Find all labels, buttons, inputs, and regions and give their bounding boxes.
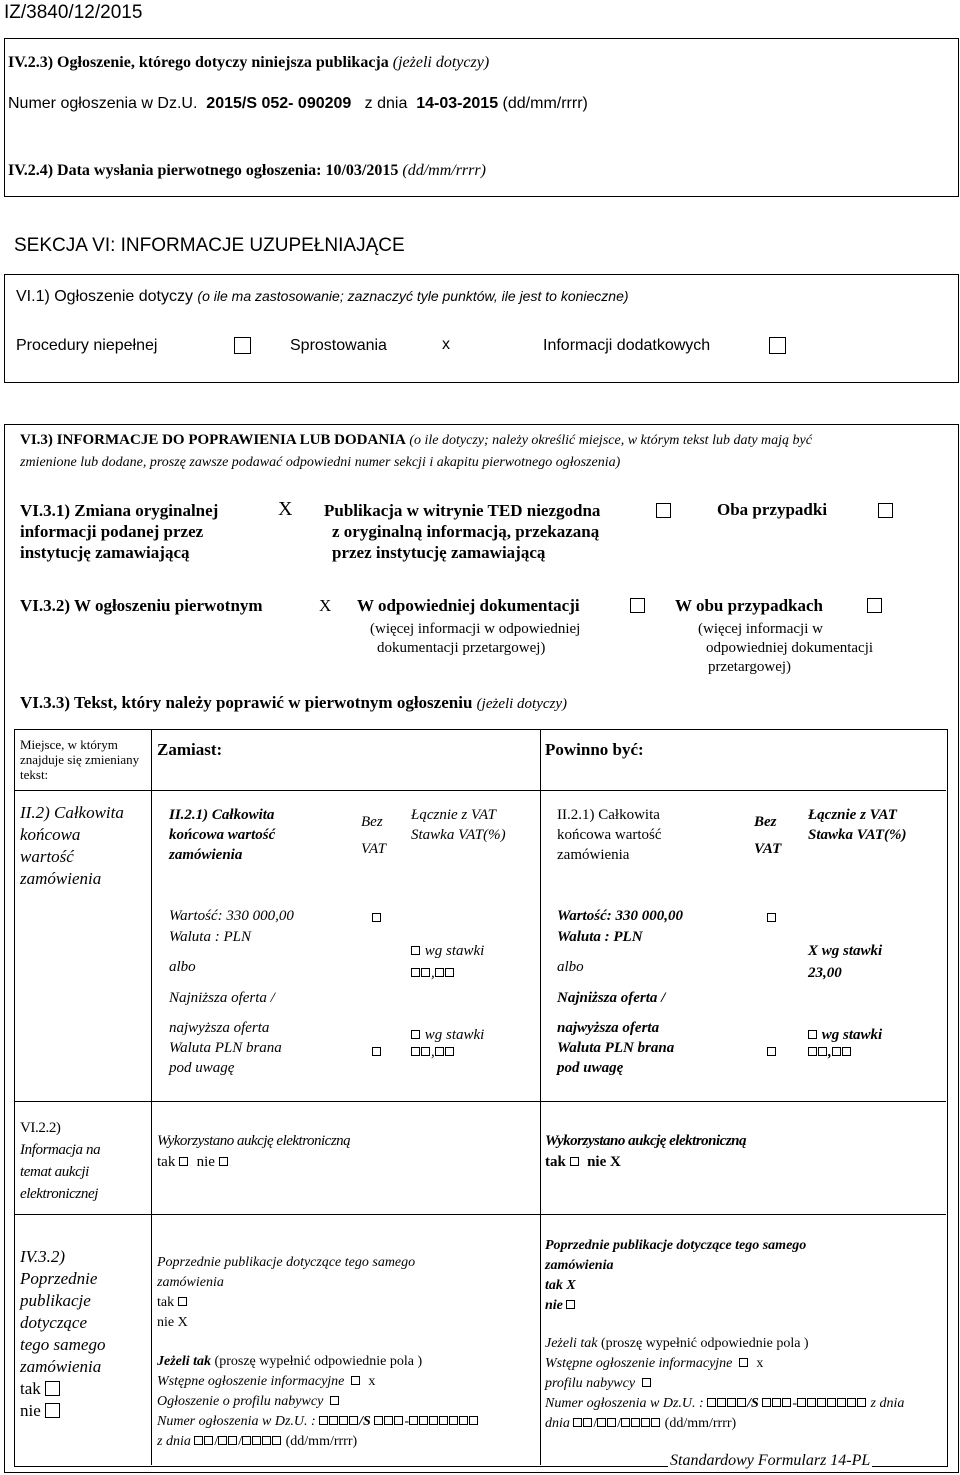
- checkbox-aukcja-tak[interactable]: [179, 1157, 188, 1166]
- vi32-odp-dok: W odpowiedniej dokumentacji: [357, 596, 580, 615]
- vi32-label: VI.3.2) W ogłoszeniu pierwotnym: [20, 596, 263, 615]
- vi1-title: VI.1) Ogłoszenie dotyczy (o ile ma zastosowanie; zaznaczyć tyle punktów, ile jest to konieczne): [16, 288, 629, 305]
- checkbox-procedury[interactable]: [234, 337, 251, 354]
- powinno-stawka-2: wg stawki ,: [808, 1027, 882, 1061]
- iv23-title: IV.2.3) Ogłoszenie, którego dotyczy niniejsza publikacja (jeżeli dotyczy): [8, 54, 490, 71]
- vi32-obu-note: (więcej informacji w odpowiedniej dokumentacji przetargowej): [698, 621, 874, 675]
- powinno-ii21-label: II.2.1) Całkowita końcowa wartość zamówienia: [557, 807, 662, 863]
- zamiast-bez-vat: Bez VAT: [361, 814, 386, 857]
- vi31-mark[interactable]: X: [278, 498, 293, 520]
- vi31-ted: Publikacja w witrynie TED niezgodna z oryginalną informacją, przekazaną przez instytucję zamawiającą: [324, 501, 601, 562]
- vi3-title: VI.3) INFORMACJE DO POPRAWIENIA LUB DODANIA (o ile dotyczy; należy określić miejsce, w którym tekst lub daty mają być: [20, 432, 812, 448]
- powinno-wartosc: Wartość: 330 000,00 Waluta : PLN albo Najniższa oferta /: [557, 908, 683, 1006]
- zamiast-najwyzsza: najwyższa oferta Waluta PLN brana pod uwagę: [169, 1020, 282, 1076]
- zamiast-stawka-1: wg stawki ,: [411, 940, 484, 984]
- zamiast-checkbox-2[interactable]: [372, 1047, 381, 1056]
- powinno-checkbox-1[interactable]: [767, 913, 776, 922]
- vi31-oba: Oba przypadki: [717, 500, 828, 519]
- checkbox-informacji[interactable]: [769, 337, 786, 354]
- zamiast-aukcja-tak-nie: tak nie: [157, 1154, 229, 1171]
- vi32-mark[interactable]: X: [319, 596, 332, 615]
- powinno-aukcja-tak-nie: tak nie X: [545, 1154, 621, 1170]
- vi31-label: VI.3.1) Zmiana oryginalnej informacji podanej przez instytucję zamawiającą: [20, 501, 219, 562]
- table-header-miejsce: Miejsce, w którym znajduje się zmieniany tekst:: [20, 737, 140, 782]
- vi1-opt-procedury: Procedury niepełnej: [16, 337, 158, 354]
- powinno-lacznie: Łącznie z VAT Stawka VAT(%): [808, 807, 907, 843]
- zamiast-jezeli: Jeżeli tak (proszę wypełnić odpowiednie pola ) Wstępne ogłoszenie informacyjne x Ogłoszenie o profilu nabywcy Numer ogłoszenia w Dz.U. : /S - z dnia / / (dd/mm/rrrr): [157, 1352, 479, 1452]
- checkbox-p-aukcja-tak[interactable]: [570, 1157, 579, 1166]
- table-header-powinno: Powinno być:: [545, 740, 644, 759]
- checkbox-odp-dok[interactable]: [630, 598, 645, 613]
- powinno-jezeli: Jeżeli tak (proszę wypełnić odpowiednie pola ) Wstępne ogłoszenie informacyjne x profilu nabywcy Numer ogłoszenia w Dz.U. : /S - z dnia dnia / / (dd/mm/rrrr): [545, 1336, 905, 1431]
- document-id: IZ/3840/12/2015: [4, 2, 143, 23]
- vi32-odp-note: (więcej informacji w odpowiedniej dokumentacji przetargowej): [370, 621, 581, 656]
- table-header-zamiast: Zamiast:: [157, 740, 223, 759]
- checkbox-aukcja-nie[interactable]: [219, 1157, 228, 1166]
- zamiast-checkbox-1[interactable]: [372, 913, 381, 922]
- checkbox-sprostowania-mark[interactable]: x: [442, 336, 450, 353]
- row-iv32-label: IV.3.2) Poprzednie publikacje dotyczące tego samego zamówienia tak nie: [20, 1247, 106, 1420]
- powinno-stawka-1: X wg stawki 23,00: [808, 943, 883, 981]
- powinno-poprzednie: Poprzednie publikacje dotyczące tego samego zamówienia tak X nie: [545, 1238, 807, 1313]
- zamiast-stawka-2: wg stawki ,: [411, 1027, 484, 1061]
- zamiast-wartosc: Wartość: 330 000,00 Waluta : PLN albo Najniższa oferta /: [169, 908, 294, 1006]
- zamiast-poprzednie: Poprzednie publikacje dotyczące tego samego zamówienia tak nie X: [157, 1255, 416, 1330]
- powinno-checkbox-2[interactable]: [767, 1047, 776, 1056]
- section-title: SEKCJA VI: INFORMACJE UZUPEŁNIAJĄCE: [14, 235, 405, 256]
- checkbox-obu[interactable]: [867, 598, 882, 613]
- checkbox-iv32-nie[interactable]: [45, 1403, 60, 1418]
- zamiast-lacznie: Łącznie z VAT Stawka VAT(%): [411, 807, 506, 843]
- vi33-label: VI.3.3) Tekst, który należy poprawić w pierwotnym ogłoszeniu (jeżeli dotyczy): [20, 693, 568, 712]
- vi3-note: zmienione lub dodane, proszę zawsze podawać odpowiedni numer sekcji i akapitu pierwotnego ogłoszenia): [20, 455, 621, 470]
- powinno-najwyzsza: najwyższa oferta Waluta PLN brana pod uwagę: [557, 1020, 675, 1076]
- footer-form-name: Standardowy Formularz 14-PL: [670, 1452, 871, 1469]
- powinno-bez-vat: Bez VAT: [754, 814, 782, 857]
- checkbox-oba[interactable]: [878, 503, 893, 518]
- vi1-opt-sprostowania: Sprostowania: [290, 337, 387, 354]
- checkbox-iv32-tak[interactable]: [45, 1381, 60, 1396]
- zamiast-aukcja: Wykorzystano aukcję elektroniczną: [157, 1133, 351, 1149]
- row-ii2-label: II.2) Całkowita końcowa wartość zamówienia: [20, 803, 124, 888]
- zamiast-ii21-label: II.2.1) Całkowita końcowa wartość zamówienia: [169, 807, 276, 863]
- vi32-obu: W obu przypadkach: [675, 596, 824, 615]
- row-vi22-label: VI.2.2) Informacja na temat aukcji elektronicznej: [20, 1120, 101, 1202]
- powinno-aukcja: Wykorzystano aukcję elektroniczną: [545, 1133, 747, 1149]
- iv24-date-sent: IV.2.4) Data wysłania pierwotnego ogłoszenia: 10/03/2015 (dd/mm/rrrr): [8, 162, 486, 179]
- vi1-opt-informacji: Informacji dodatkowych: [543, 337, 711, 354]
- iv23-notice-number: Numer ogłoszenia w Dz.U. 2015/S 052- 090209 z dnia 14-03-2015 (dd/mm/rrrr): [8, 95, 588, 112]
- checkbox-ted[interactable]: [656, 503, 671, 518]
